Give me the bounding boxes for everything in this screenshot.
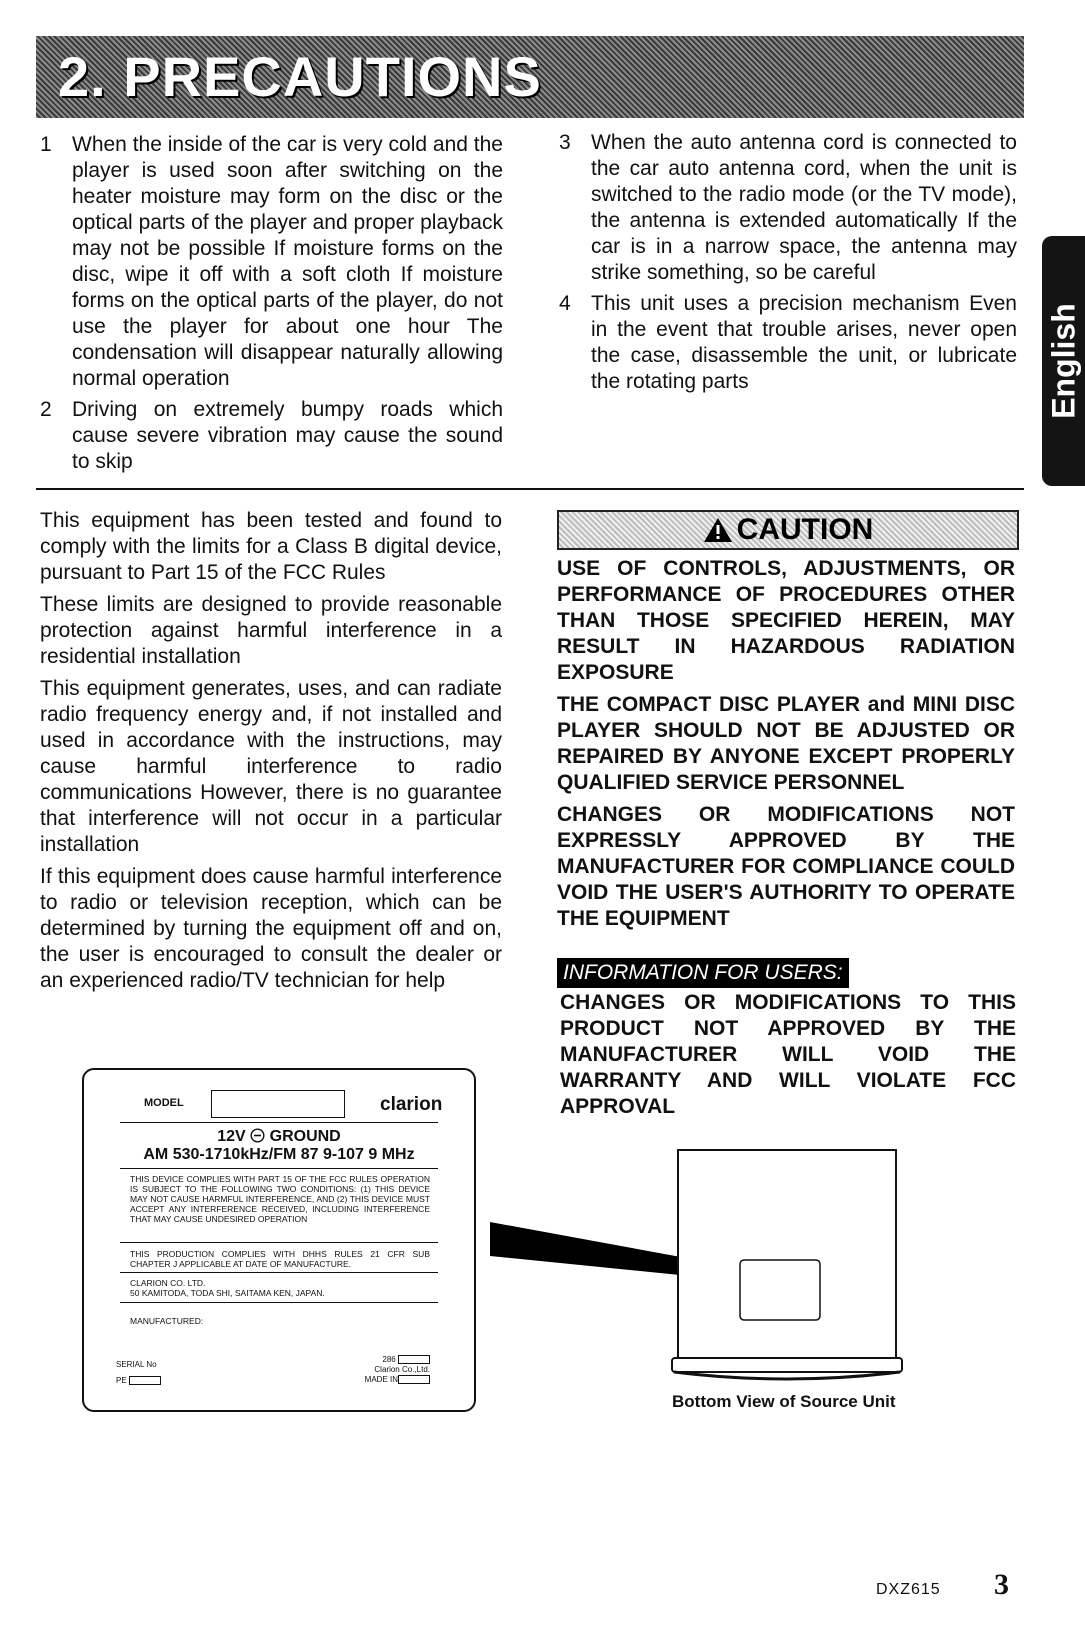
label-pe-text: PE [116,1376,127,1385]
bottom-view-illustration [490,1140,930,1400]
product-label [82,1068,476,1412]
section-divider [36,488,1024,490]
item-number: 2 [40,398,52,421]
label-made-in-text: MADE IN [364,1375,398,1384]
label-manufactured: MANUFACTURED: [130,1316,204,1326]
label-code-box [398,1355,430,1364]
label-made-in-box [398,1375,430,1384]
fcc-paragraph: This equipment generates, uses, and can radiate radio frequency energy and, if not installed and used in accordance with the instructions, may cause harmful interference to radio communications However, there is no guarantee that interference will not occur in a particular installation [40,677,502,856]
label-code-text: 286 [382,1355,396,1364]
fcc-paragraph: If this equipment does cause harmful interference to radio or television reception, which can be determined by turning the equipment off and on, the user is encouraged to consult the dealer or an experienced radio/TV technician for help [40,865,502,992]
label-company-small: Clarion Co.,Ltd. [374,1365,430,1374]
label-model-box [211,1090,345,1118]
footer-model: DXZ615 [876,1581,941,1598]
unit-base-shadow [674,1372,900,1379]
fcc-paragraph: This equipment has been tested and found to comply with the limits for a Class B digital device, pursuant to Part 15 of the FCC Rules [40,509,502,584]
label-divider [120,1272,438,1273]
label-company: CLARION CO. LTD. [130,1278,206,1288]
section-title: 2. PRECAUTIONS [58,45,542,108]
precaution-item [555,130,1017,286]
page-number: 3 [994,1568,1009,1601]
label-voltage-value: 12V [217,1128,246,1145]
fcc-statement [40,508,502,1000]
precaution-item [36,132,503,392]
caution-paragraph: THE COMPACT DISC PLAYER and MINI DISC PLAYER SHOULD NOT BE ADJUSTED OR REPAIRED BY ANYONE EXCEPT PROPERLY QUALIFIED SERVICE PERSONNEL [557,693,1015,794]
info-users-text: CHANGES OR MODIFICATIONS TO THIS PRODUCT NOT APPROVED BY THE MANUFACTURER WILL VOID THE WARRANTY AND WILL VIOLATE FCC APPROVAL [560,991,1016,1118]
item-text: When the inside of the car is very cold and the player is used soon after switching on the heater moisture may form on the disc or the optical parts of the player and proper playback may not be possible If moisture forms on the disc, wipe it off with a soft cloth If moisture forms on the optical parts of the player, do not use the player for about one hour The condensation will disappear naturally allowing normal operation [72,133,503,390]
label-divider [120,1168,438,1169]
language-tab [1042,236,1085,486]
precaution-item [555,291,1017,395]
item-text: When the auto antenna cord is connected to the car auto antenna cord, when the unit is switched to the radio mode (or the TV mode), the antenna is extended automatically If the car is in a narrow space, the antenna may strike something, so be careful [591,131,1017,284]
label-pe-box [129,1376,161,1385]
language-tab-label: English [1045,303,1081,419]
label-made-in [364,1375,430,1385]
label-frequency: AM 530-1710kHz/FM 87 9-107 9 MHz [143,1146,415,1163]
section-header [36,36,1024,118]
caution-banner [557,510,1019,550]
label-location-box [740,1260,820,1320]
item-number: 3 [559,131,571,154]
unit-base-rim [672,1358,902,1372]
label-origin [364,1355,430,1385]
caution-text [557,556,1015,938]
caution-paragraph: USE OF CONTROLS, ADJUSTMENTS, OR PERFORMANCE OF PROCEDURES OTHER THAN THOSE SPECIFIED HEREIN, MAY RESULT IN HAZARDOUS RADIATION EXPOSURE [557,557,1015,684]
label-divider [120,1302,438,1303]
label-divider [120,1242,438,1243]
label-power [120,1128,438,1164]
minus-circle-icon [250,1128,265,1143]
item-text: This unit uses a precision mechanism Even in the event that trouble arises, never open the case, disassemble the unit, or lubricate the rotating parts [591,292,1017,393]
precaution-item [36,397,503,475]
item-text: Driving on extremely bumpy roads which cause severe vibration may cause the sound to skip [72,398,503,473]
precautions-right [555,130,1017,400]
label-dhhs: THIS PRODUCTION COMPLIES WITH DHHS RULES 21 CFR SUB CHAPTER J APPLICABLE AT DATE OF MANUFACTURE. [130,1249,430,1269]
label-compliance: THIS DEVICE COMPLIES WITH PART 15 OF THE FCC RULES OPERATION IS SUBJECT TO THE FOLLOWING TWO CONDITIONS: (1) THIS DEVICE MAY NOT CAUSE HARMFUL INTERFERENCE, AND (2) THIS DEVICE MUST ACCEPT ANY INTERFERENCE RECEIVED, INCLUDING INTERFERENCE THAT MAY CAUSE UNDESIRED OPERATION [130,1174,430,1224]
caution-title: CAUTION [736,513,874,546]
label-address: 50 KAMITODA, TODA SHI, SAITAMA KEN, JAPAN. [130,1288,325,1298]
bottom-view-caption: Bottom View of Source Unit [672,1392,896,1411]
label-code [364,1355,430,1365]
fcc-paragraph: These limits are designed to provide reasonable protection against harmful interference in a residential installation [40,593,502,668]
label-divider [120,1122,438,1123]
caution-paragraph: CHANGES OR MODIFICATIONS NOT EXPRESSLY APPROVED BY THE MANUFACTURER FOR COMPLIANCE COULD VOID THE USER'S AUTHORITY TO OPERATE THE EQUIPMENT [557,803,1015,930]
info-users-label: INFORMATION FOR USERS: [557,958,849,988]
source-unit-body [678,1150,896,1360]
label-ground: GROUND [269,1128,341,1145]
label-serial: SERIAL No [116,1360,157,1369]
label-brand-logo: clarion [380,1094,443,1115]
item-number: 4 [559,292,571,315]
warning-triangle-icon [703,517,733,543]
label-pe [116,1376,161,1386]
precautions-left [36,132,503,480]
label-model-caption: MODEL [144,1097,184,1109]
label-voltage [120,1128,438,1146]
item-number: 1 [40,133,52,156]
